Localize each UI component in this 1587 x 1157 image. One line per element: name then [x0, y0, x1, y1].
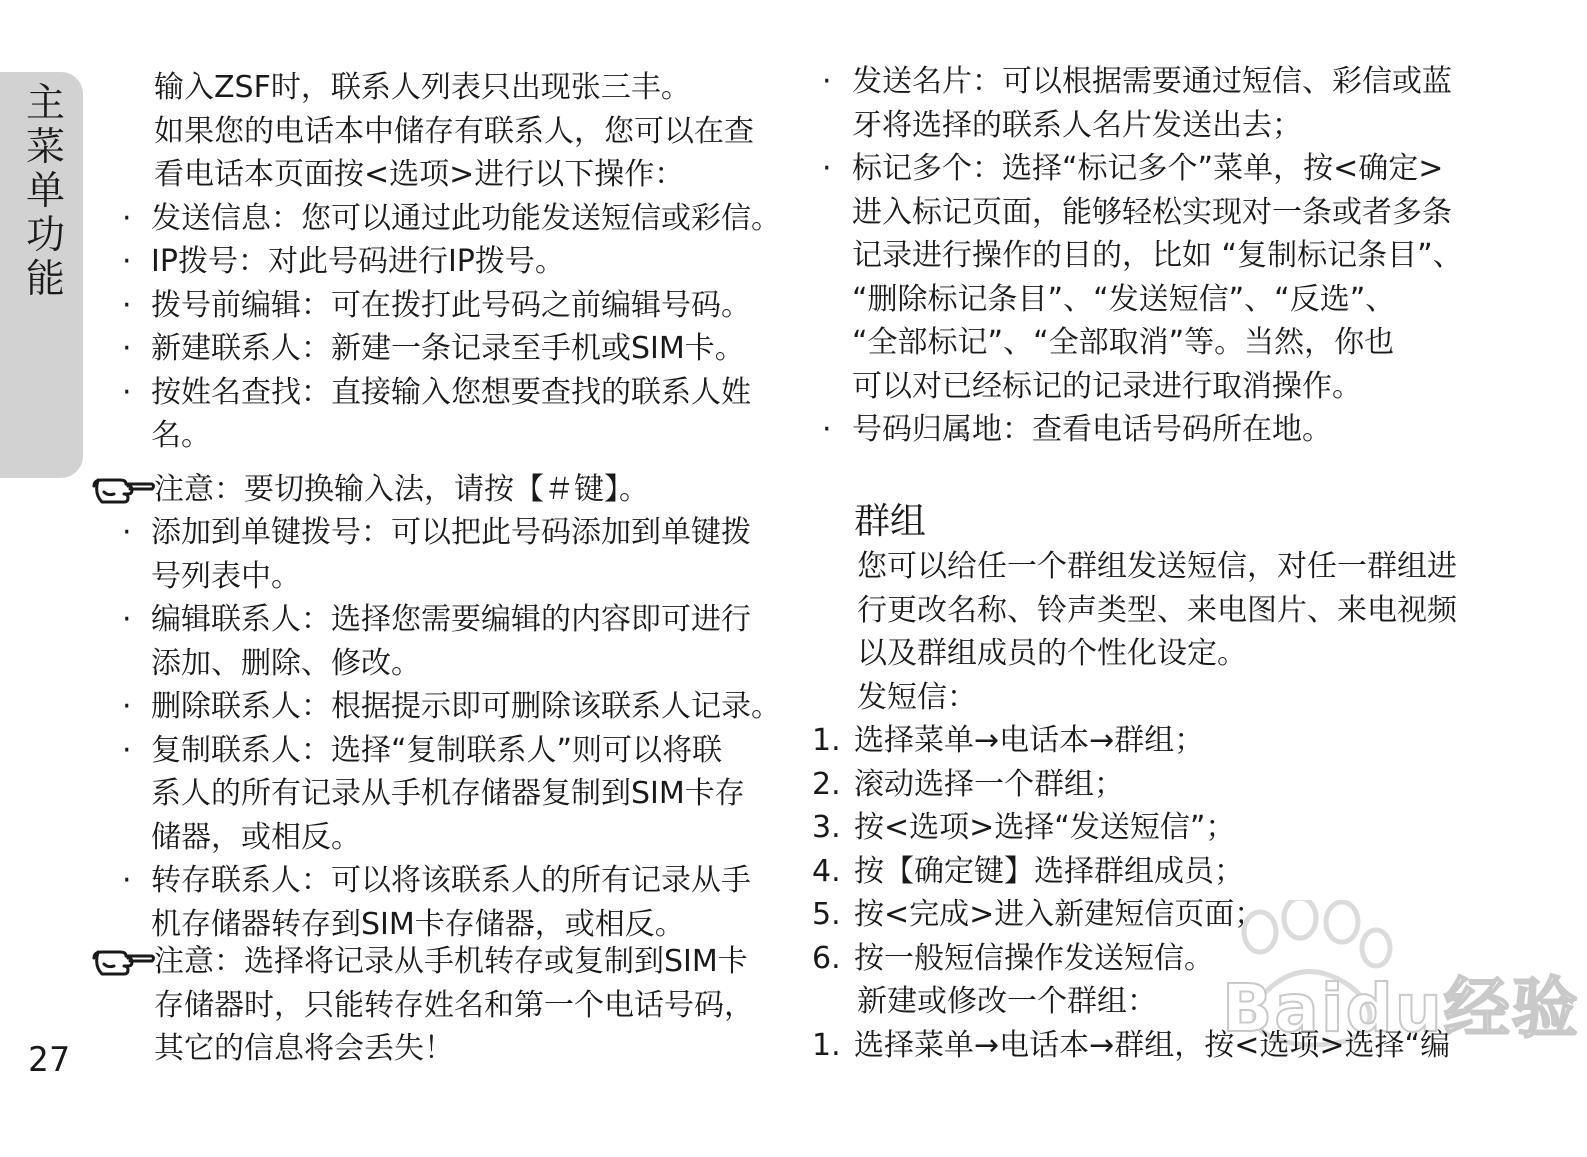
page-number: 27: [28, 1040, 71, 1080]
bullet-marker: ·: [122, 244, 132, 279]
section-title: 群组: [854, 501, 927, 542]
watermark-text: Baidu经验: [1222, 970, 1580, 1047]
step-text: 按一般短信操作发送短信。: [854, 940, 1214, 976]
list-item: 新建联系人：新建一条记录至手机或SIM卡。: [151, 331, 745, 366]
list-item: 号码归属地：查看电话号码所在地。: [852, 412, 1332, 447]
list-item: 机存储器转存到SIM卡存储器，或相反。: [151, 906, 685, 942]
step-text: 选择菜单→电话本→群组，按<选项>选择“编: [854, 1027, 1451, 1063]
list-item: 号列表中。: [151, 558, 301, 594]
bullet-marker: ·: [122, 732, 132, 768]
note-text: 存储器时，只能转存姓名和第一个电话号码，: [154, 987, 754, 1023]
list-item: 进入标记页面，能够轻松实现对一条或者多条: [852, 194, 1452, 230]
bullet-marker: ·: [122, 331, 132, 366]
list-item: 系人的所有记录从手机存储器复制到SIM卡存: [151, 776, 745, 811]
list-item: 编辑联系人：选择您需要编辑的内容即可进行: [151, 602, 751, 637]
step-number: 4.: [812, 853, 841, 889]
list-item: 拨号前编辑：可在拨打此号码之前编辑号码。: [151, 287, 751, 323]
step-text: 按<完成>进入新建短信页面；: [854, 897, 1265, 932]
list-item: 牙将选择的联系人名片发送出去；: [852, 107, 1302, 143]
step-text: 按【确定键】选择群组成员；: [854, 853, 1244, 889]
pointing-hand-icon: [90, 944, 156, 980]
subheading: 新建或修改一个群组：: [857, 984, 1157, 1019]
note-text: 注意：要切换输入法，请按【＃键】。: [154, 471, 649, 507]
bullet-marker: ·: [122, 689, 132, 724]
body-text-line: 输入ZSF时，联系人列表只出现张三丰。: [154, 70, 691, 105]
step-text: 选择菜单→电话本→群组；: [854, 723, 1205, 758]
step-number: 1.: [812, 1027, 841, 1063]
list-item: “全部标记”、“全部取消”等。当然，你也: [852, 325, 1395, 360]
list-item: 添加到单键拨号：可以把此号码添加到单键拨: [151, 515, 751, 550]
pointing-hand-icon: [90, 472, 156, 508]
note-text: 注意：选择将记录从手机转存或复制到SIM卡: [154, 944, 748, 979]
bullet-marker: ·: [122, 374, 132, 410]
bullet-marker: ·: [122, 515, 132, 550]
step-text: 按<选项>选择“发送短信”；: [854, 810, 1236, 845]
bullet-marker: ·: [822, 151, 832, 186]
bullet-marker: ·: [822, 412, 832, 447]
list-item: 名。: [151, 418, 211, 453]
bullet-marker: ·: [122, 602, 132, 637]
note-text: 其它的信息将会丢失！: [154, 1031, 454, 1066]
subheading: 发短信：: [857, 679, 977, 715]
list-item: 发送信息：您可以通过此功能发送短信或彩信。: [151, 200, 781, 236]
side-tab-label: 主菜单功能: [26, 81, 66, 302]
step-number: 3.: [812, 810, 841, 845]
list-item: 转存联系人：可以将该联系人的所有记录从手: [151, 863, 751, 898]
list-item: “删除标记条目”、“发送短信”、“反选”、: [852, 281, 1396, 317]
step-number: 1.: [812, 723, 841, 758]
list-item: 按姓名查找：直接输入您想要查找的联系人姓: [151, 374, 751, 410]
section-intro: 您可以给任一个群组发送短信，对任一群组进: [857, 549, 1457, 584]
bullet-marker: ·: [122, 287, 132, 323]
list-item: 删除联系人：根据提示即可删除该联系人记录。: [151, 689, 781, 724]
list-item: 发送名片：可以根据需要通过短信、彩信或蓝: [852, 64, 1452, 99]
step-number: 5.: [812, 897, 841, 932]
step-number: 2.: [812, 766, 841, 802]
list-item: IP拨号：对此号码进行IP拨号。: [151, 244, 565, 279]
body-text-line: 如果您的电话本中储存有联系人，您可以在查: [154, 113, 754, 149]
section-intro: 以及群组成员的个性化设定。: [857, 636, 1247, 671]
section-intro: 行更改名称、铃声类型、来电图片、来电视频: [857, 592, 1457, 628]
body-text-line: 看电话本页面按<选项>进行以下操作：: [154, 157, 685, 192]
list-item: 记录进行操作的目的，比如 “复制标记条目”、: [852, 238, 1463, 273]
step-text: 滚动选择一个群组；: [854, 766, 1124, 802]
bullet-marker: ·: [122, 200, 132, 236]
list-item: 标记多个：选择“标记多个”菜单，按<确定>: [852, 151, 1444, 186]
bullet-marker: ·: [822, 64, 832, 99]
list-item: 储器，或相反。: [151, 819, 361, 855]
bullet-marker: ·: [122, 863, 132, 898]
list-item: 可以对已经标记的记录进行取消操作。: [852, 368, 1362, 404]
list-item: 复制联系人：选择“复制联系人”则可以将联: [151, 732, 723, 768]
list-item: 添加、删除、修改。: [151, 645, 421, 681]
step-number: 6.: [812, 940, 841, 976]
